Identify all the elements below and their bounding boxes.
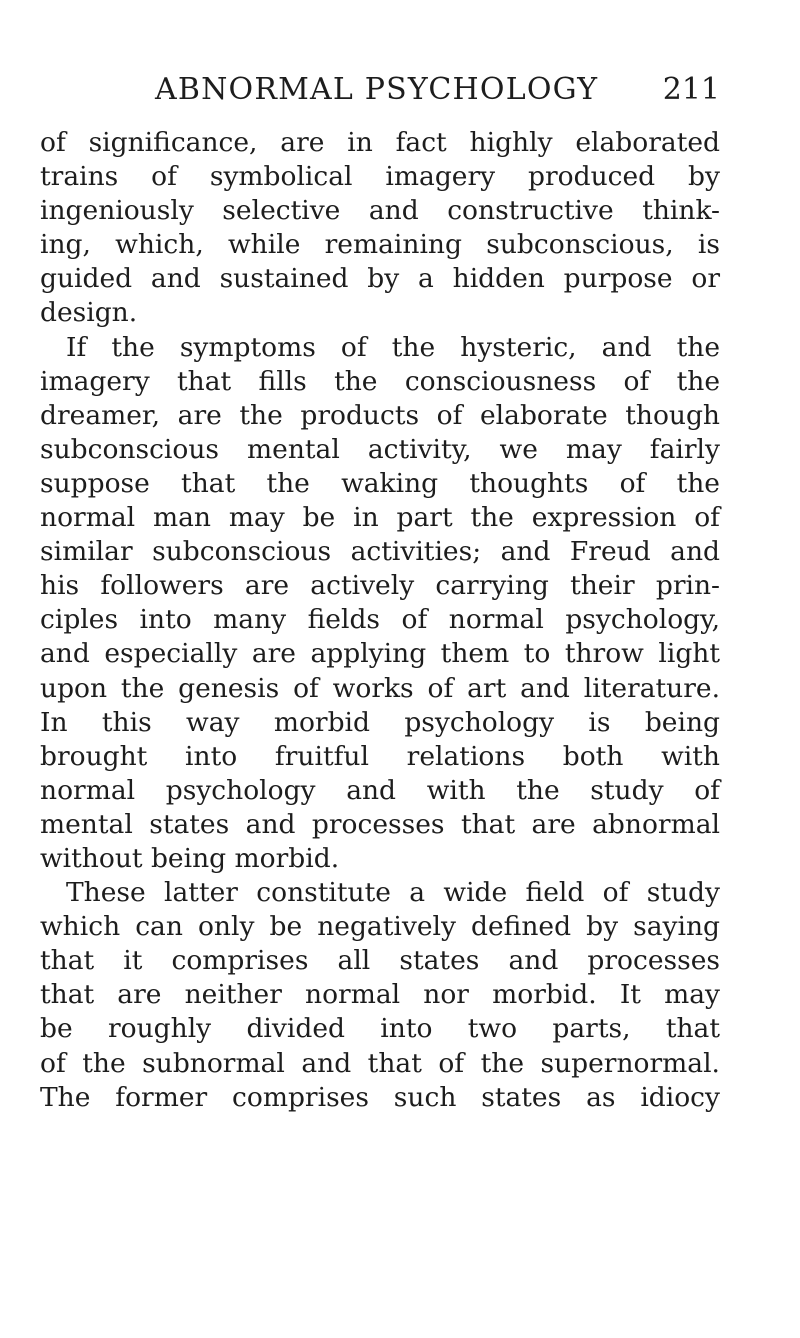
text-line: design. <box>40 297 138 329</box>
text-line: of significance, are in fact highly elaborated <box>40 127 720 158</box>
text-line: mental states and processes that are abnormal <box>40 808 720 840</box>
text-line: trains of symbolical imagery produced by <box>40 161 720 193</box>
text-line: The former comprises such states as idiocy <box>40 1081 720 1113</box>
running-head <box>40 72 720 112</box>
text-line: normal psychology and with the study of <box>40 774 720 806</box>
text-line: be roughly divided into two parts, that <box>40 1013 720 1045</box>
text-line: imagery that fills the consciousness of the <box>40 365 720 397</box>
text-line: which can only be negatively defined by saying <box>40 911 720 943</box>
text-line: brought into fruitful relations both with <box>40 740 720 772</box>
running-title: ABNORMAL PSYCHOLOGY <box>155 72 599 107</box>
text-line: without being morbid. <box>40 842 340 874</box>
text-line: ciples into many fields of normal psychology, <box>40 604 720 636</box>
text-line: his followers are actively carrying their prin- <box>40 570 720 602</box>
text-line: of the subnormal and that of the supernormal. <box>40 1047 720 1079</box>
page-number: 211 <box>662 72 720 107</box>
text-line: upon the genesis of works of art and literature. <box>40 672 720 704</box>
text-line: guided and sustained by a hidden purpose or <box>40 263 720 295</box>
text-line: dreamer, are the products of elaborate though <box>40 399 720 431</box>
text-line: that it comprises all states and processes <box>40 945 720 977</box>
text-line: that are neither normal nor morbid. It may <box>40 979 720 1011</box>
paragraph-start-line: If the symptoms of the hysteric, and the <box>66 331 720 363</box>
text-line: ing, which, while remaining subconscious, is <box>40 229 720 261</box>
text-line: and especially are applying them to throw light <box>40 638 720 670</box>
text-line: subconscious mental activity, we may fairly <box>40 433 720 465</box>
text-line: ingeniously selective and constructive think- <box>40 195 720 227</box>
body-text <box>40 126 720 1115</box>
text-line: similar subconscious activities; and Freud and <box>40 536 720 568</box>
text-line: suppose that the waking thoughts of the <box>40 467 720 499</box>
text-line: normal man may be in part the expression of <box>40 502 720 534</box>
text-line: In this way morbid psychology is being <box>40 706 720 738</box>
paragraph-start-line: These latter constitute a wide field of study <box>66 877 720 909</box>
